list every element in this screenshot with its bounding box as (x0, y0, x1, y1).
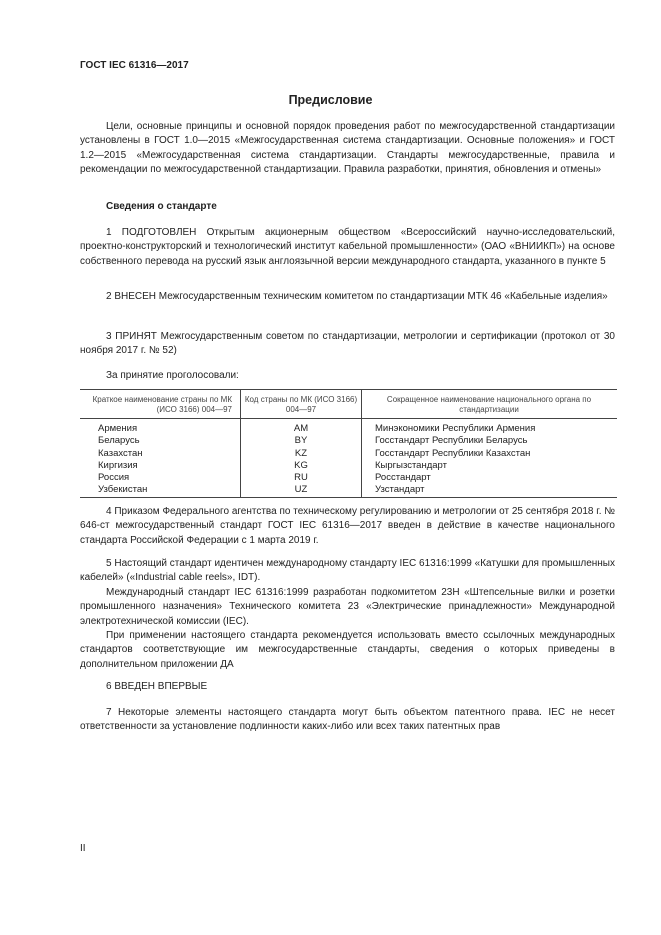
table-cell-agency: Кыргызстандарт (375, 459, 447, 471)
table-header-country: Краткое наименование страны по МК (ИСО 3166) 004—97 (80, 390, 240, 419)
page-title: Предисловие (288, 93, 373, 107)
table-cell-code: BY (294, 435, 308, 447)
item-6: 6 ВВЕДЕН ВПЕРВЫЕ (106, 681, 208, 692)
item-1: 1 ПОДГОТОВЛЕН Открытым акционерным обществом «Всероссийский научно-исследовательский, проектно-конструкторский и технологический институт кабельной промышленности» (ОАО «ВНИИКП») на основе собственного перевода на русский язык англоязычной версии международного стандарта, указанного в пункте 5 (80, 227, 615, 267)
table-cell-code: RU (294, 472, 308, 484)
table-cell-country: Казахстан (98, 447, 143, 459)
table-column-country (80, 390, 240, 497)
table-cell-country: Узбекистан (98, 484, 148, 496)
page-number: II (80, 843, 86, 854)
table-cell-agency: Минэкономики Республики Армения (375, 423, 536, 434)
item-3: 3 ПРИНЯТ Межгосударственным советом по стандартизации, метрологии и сертификации (протокол от 30 ноября 2017 г. № 52) (80, 331, 615, 357)
item-7: 7 Некоторые элементы настоящего стандарта могут быть объектом патентного права. IEC не несет ответственности за установление подлинности каких-либо или всех таких патентных прав (80, 707, 615, 733)
table-cell-country: Киргизия (98, 459, 138, 471)
document-header: ГОСТ IEC 61316—2017 (80, 60, 189, 71)
table-column-code (240, 390, 362, 497)
table-cell-country: Россия (98, 472, 130, 484)
item-5-paragraph-2: Международный стандарт IEC 61316:1999 разработан подкомитетом 23Н «Штепсельные вилки и розетки промышленного назначения» Технического комитета 23 «Электрические принадлежности» Международной электротехнической комиссии (IEC). (80, 587, 615, 627)
item-5-paragraph-3: При применении настоящего стандарта рекомендуется использовать вместо ссылочных международных стандартов соответствующие им межгосударственные стандарты, сведения о которых приведены в дополнительном приложении ДА (80, 630, 615, 670)
item-5-paragraph-1: 5 Настоящий стандарт идентичен международному стандарту IEC 61316:1999 «Катушки для промышленных кабелей» («Industrial cable reels», IDT). (80, 558, 615, 584)
table-header-agency: Сокращенное наименование национального органа по стандартизации (361, 390, 617, 419)
table-cell-code: KZ (294, 447, 308, 459)
table-cell-agency: Росстандарт (375, 472, 431, 484)
vote-intro: За принятие проголосовали: (106, 370, 239, 381)
table-cell-agency: Госстандарт Республики Казахстан (375, 447, 531, 459)
section-title: Сведения о стандарте (106, 201, 217, 212)
table-cell-code: AM (293, 423, 309, 434)
item-2: 2 ВНЕСЕН Межгосударственным техническим комитетом по стандартизации МТК 46 «Кабельные изделия» (106, 291, 608, 302)
voting-table (80, 389, 617, 498)
table-cell-country: Беларусь (98, 435, 140, 447)
intro-paragraph: Цели, основные принципы и основной порядок проведения работ по межгосударственной стандартизации установлены в ГОСТ 1.0—2015 «Межгосударственная система стандартизации. Основные положения» и ГОСТ 1.2—2015 «Межгосударственная система стандартизации. Стандарты межгосударственные, правила и рекомендации по межгосударственной стандартизации. Правила разработки, принятия, обновления и отмены» (80, 121, 615, 176)
table-cell-country: Армения (98, 423, 138, 434)
table-column-agency (361, 390, 617, 497)
table-cell-code: KG (294, 459, 308, 471)
table-cell-agency: Госстандарт Республики Беларусь (375, 435, 528, 447)
table-cell-agency: Узстандарт (375, 484, 425, 496)
item-4: 4 Приказом Федерального агентства по техническому регулированию и метрологии от 25 сентября 2018 г. № 646-ст межгосударственный стандарт ГОСТ IEC 61316—2017 введен в действие в качестве национального стандарта Российской Федерации с 1 марта 2019 г. (80, 506, 615, 546)
table-header-code: Код страны по МК (ИСО 3166) 004—97 (241, 390, 361, 419)
table-cell-code: UZ (294, 484, 308, 496)
